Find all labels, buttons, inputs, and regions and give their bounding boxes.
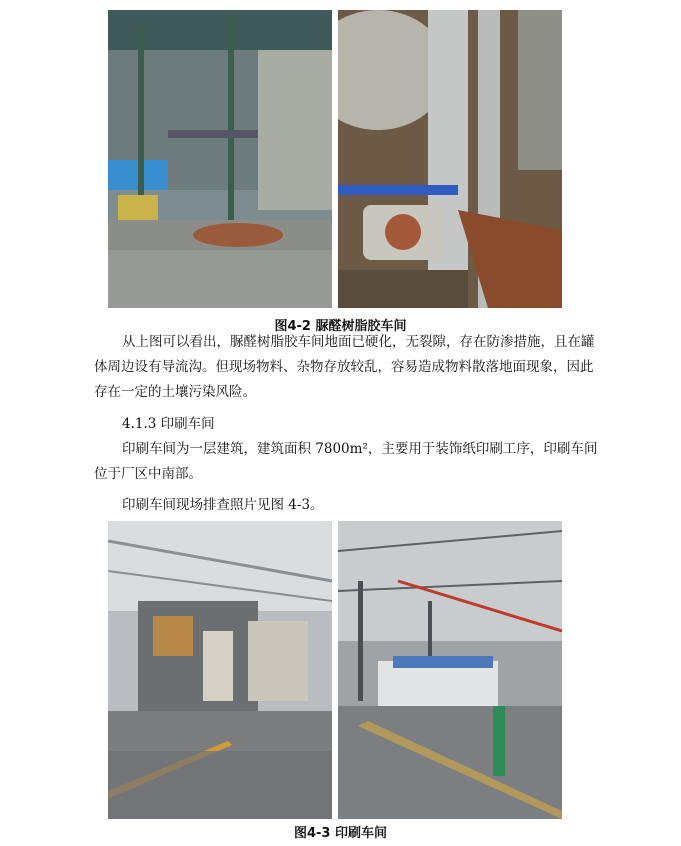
paragraph-3-text: 印刷车间现场排查照片见图 4-3。 — [122, 497, 324, 513]
printing-machine-photo — [108, 521, 332, 819]
resin-workshop-pipes-photo — [338, 10, 562, 308]
paragraph-1-text: 从上图可以看出，脲醛树脂胶车间地面已硬化，无裂隙，存在防渗措施，且在罐体周边设有导流沟。但现场物料、杂物存放较乱，容易造成物料散落地面现象，因此存在一定的土壤污染风险。 — [94, 334, 595, 400]
printing-hall-photo — [338, 521, 562, 819]
paragraph-3 — [94, 493, 606, 518]
figure-4-2-caption: 图4-2 脲醛树脂胶车间 — [274, 319, 407, 334]
paragraph-2-text: 印刷车间为一层建筑，建筑面积 7800m²，主要用于装饰纸印刷工序，印刷车间位于厂区中南部。 — [94, 441, 598, 482]
figure-4-3-caption: 图4-3 印刷车间 — [293, 826, 387, 841]
resin-workshop-exterior-photo — [108, 10, 332, 308]
paragraph-1 — [94, 330, 606, 405]
section-heading: 4.1.3 印刷车间 — [122, 416, 215, 432]
paragraph-2 — [94, 437, 606, 487]
